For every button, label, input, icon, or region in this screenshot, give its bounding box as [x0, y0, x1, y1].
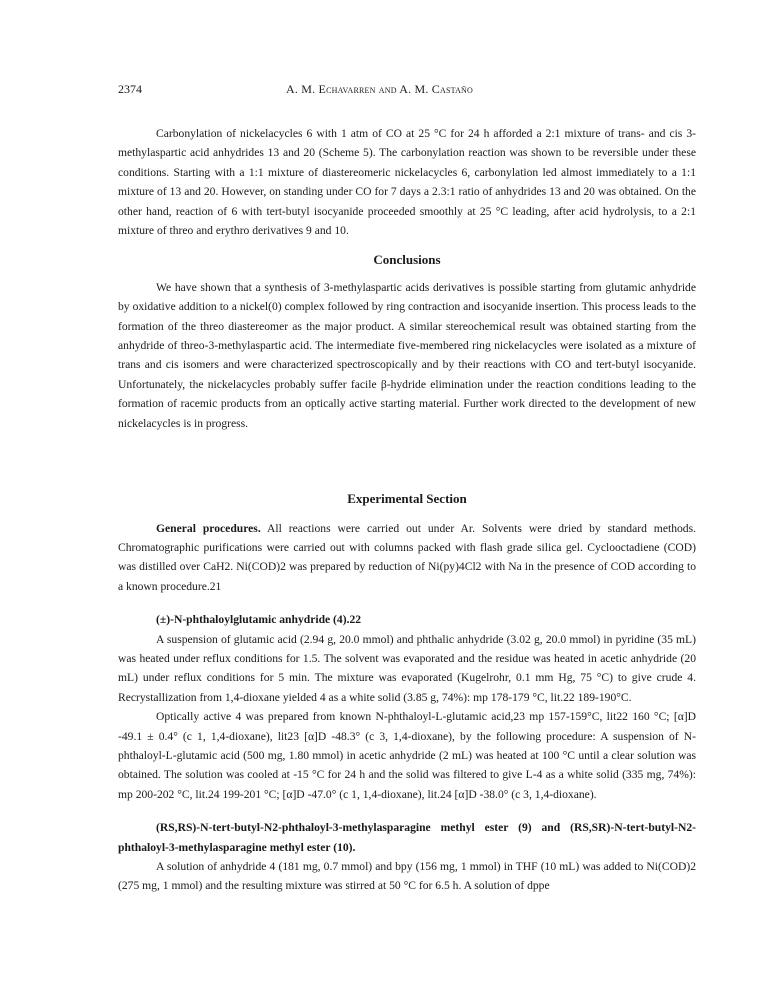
experimental-heading: Experimental Section	[347, 491, 467, 507]
running-head: A. M. Echavarren and A. M. Castaño	[286, 82, 473, 96]
page-number: 2374	[118, 82, 142, 96]
compound-4-paragraph-2: Optically active 4 was prepared from known N-phthaloyl-L-glutamic acid,23 mp 157-159°C, lit22 160 °C; [α]D -49.1 ± 0.4° (c 1, 1,4-dioxane), lit23 [α]D -48.3° (c 3, 1,4-dioxane), by the following procedure: A suspension of N-phthaloyl-L-glutamic acid (500 mg, 1.80 mmol) in acetic anhydride (2 mL) was heated at 100 °C until a clear solution was obtained. The solution was cooled at -15 °C for 24 h and the solid was filtered to give L-4 as a white solid (335 mg, 74%): mp 200-202 °C, lit.24 199-201 °C; [α]D -47.0° (c 1, 1,4-dioxane), lit.24 [α]D -38.0° (c 3, 1,4-dioxane).	[118, 710, 696, 801]
compound-4-title: (±)-N-phthaloylglutamic anhydride (4).22	[156, 613, 362, 627]
compound-4-paragraph-1: A suspension of glutamic acid (2.94 g, 20.0 mmol) and phthalic anhydride (3.02 g, 20.0 mmol) in pyridine (35 mL) was heated under reflux conditions for 1.5. The solvent was evaporated and the residue was heated in acetic anhydride (20 mL) under reflux conditions for 5 min. The mixture was evaporated (Kugelrohr, 0.1 mm Hg, 75 °C) to give crude 4. Recrystallization from 1,4-dioxane yielded 4 as a white solid (3.85 g, 74%): mp 178-179 °C, lit.22 189-190°C.	[118, 632, 696, 704]
carbonylation-paragraph: Carbonylation of nickelacycles 6 with 1 atm of CO at 25 °C for 24 h afforded a 2:1 mixture of trans- and cis 3-methylaspartic acid anhydrides 13 and 20 (Scheme 5). The carbonylation reaction was shown to be reversible under these conditions. Starting with a 1:1 mixture of diastereomeric nickelacycles 6, carbonylation led almost immediately to a 1:1 mixture of 13 and 20. However, on standing under CO for 7 days a 2.3:1 ratio of anhydrides 13 and 20 was obtained. On the other hand, reaction of 6 with tert-butyl isocyanide proceeded smoothly at 25 °C leading, after acid hydrolysis, to a 2:1 mixture of threo and erythro derivatives 9 and 10.	[118, 127, 696, 238]
compound-9-10-paragraph: A solution of anhydride 4 (181 mg, 0.7 mmol) and bpy (156 mg, 1 mmol) in THF (10 mL) was added to Ni(COD)2 (275 mg, 1 mmol) and the resulting mixture was stirred at 50 °C for 6.5 h. A solution of dppe	[118, 860, 696, 893]
compound-9-10-title: (RS,RS)-N-tert-butyl-N2-phthaloyl-3-methylasparagine methyl ester (9) and (RS,SR)-N-tert-butyl-N2-phthaloyl-3-methylasparagine methyl ester (10).	[118, 821, 696, 854]
general-procedures-text: All reactions were carried out under Ar. Solvents were dried by standard methods. Chromatographic purifications were carried out with columns packed with flash grade silica gel. Cyclooctadiene (COD) was distilled over CaH2. Ni(COD)2 was prepared by reduction of Ni(py)4Cl2 with Na in the presence of COD according to a known procedure.21	[118, 521, 696, 593]
page-header	[118, 82, 698, 98]
conclusions-heading: Conclusions	[373, 252, 441, 268]
general-procedures-lead: General procedures.	[156, 521, 261, 535]
general-procedures-paragraph	[118, 519, 696, 597]
conclusions-paragraph: We have shown that a synthesis of 3-methylaspartic acids derivatives is possible starting from glutamic anhydride by oxidative addition to a nickel(0) complex followed by ring contraction and isocyanide insertion. This process leads to the formation of the threo diastereomer as the major product. A similar stereochemical result was obtained starting from the anhydride of threo-3-methylaspartic acid. The intermediate five-membered ring nickelacycles were isolated as a mixture of trans and cis isomers and were characterized spectroscopically and by their reactions with CO and tert-butyl isocyanide. Unfortunately, the nickelacycles probably suffer facile β-hydride elimination under the reaction conditions leading to the formation of racemic products from an optically active starting material. Further work directed to the development of new nickelacycles is in progress.	[118, 280, 696, 430]
article-body	[118, 124, 696, 896]
